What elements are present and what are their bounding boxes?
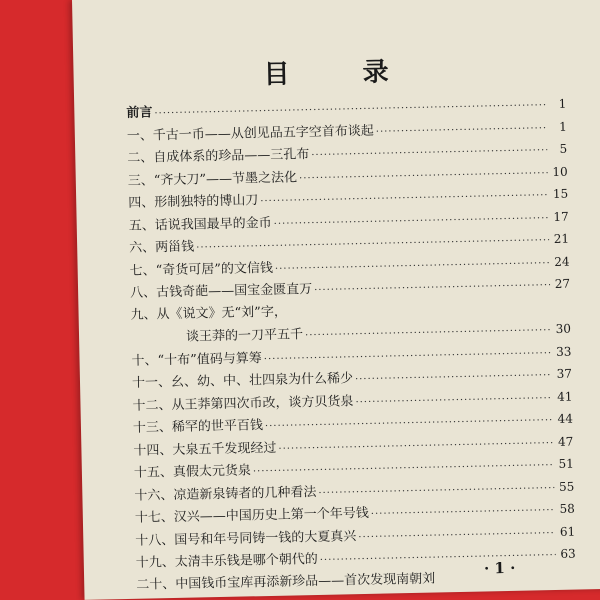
toc-page: 58 — [559, 501, 575, 516]
toc-page: 44 — [557, 411, 574, 426]
page-title: 目 录 — [263, 56, 421, 91]
toc-page: 33 — [556, 344, 572, 359]
toc-label: 二十、中国钱币宝库再添新珍品——首次发现南朝刘 — [136, 571, 436, 593]
toc-label: 谈王莽的一刀平五千 — [185, 327, 304, 345]
toc-label: 十一、幺、幼、中、壮四泉为什么稀少 — [131, 371, 354, 391]
page-number: · 1 · — [483, 558, 516, 578]
toc-page: 55 — [558, 479, 575, 494]
toc-label: 十八、国号和年号同铸一钱的大夏真兴 — [135, 528, 357, 549]
toc-label: 五、话说我国最早的金币 — [128, 215, 272, 234]
toc-page: 24 — [554, 254, 570, 269]
toc-label: 七、“奇货可居”的文信钱 — [129, 260, 274, 279]
toc-page: 63 — [560, 546, 576, 561]
toc-page: 30 — [555, 321, 572, 336]
toc-page: 10 — [552, 164, 568, 179]
toc-page: 21 — [553, 231, 570, 246]
toc-page: 17 — [553, 209, 569, 224]
toc-label: 九、从《说文》无“刘”字， — [130, 304, 288, 323]
toc-label: 十、“十布”值码与算筹 — [131, 350, 262, 369]
toc-page: 61 — [559, 524, 576, 539]
toc-page: 1 — [558, 96, 567, 111]
book-page — [72, 0, 600, 600]
toc-label: 十七、汉兴——中国历史上第一个年号钱 — [134, 505, 369, 526]
toc-page: 5 — [559, 141, 568, 156]
toc-label: 二、自成体系的珍品——三孔布 — [127, 147, 310, 166]
toc-page: 37 — [556, 366, 573, 381]
toc-label: 十六、凉造新泉铸者的几种看法 — [134, 484, 317, 504]
toc-label: 前言 — [126, 105, 153, 121]
table-of-contents — [126, 93, 576, 597]
toc-label: 六、两甾钱 — [129, 239, 195, 256]
toc-page: 1 — [558, 119, 567, 134]
toc-label: 十五、真假太元货泉 — [133, 463, 252, 481]
toc-label: 十二、从王莽第四次币改，谈方贝货泉 — [132, 393, 354, 414]
toc-label: 十九、太清丰乐钱是哪个朝代的 — [135, 551, 318, 571]
toc-page: 47 — [557, 434, 574, 449]
toc-label: 十三、稀罕的世平百钱 — [132, 418, 264, 436]
toc-label: 八、古钱奇葩——国宝金匮直万 — [129, 282, 313, 301]
toc-label: 十四、大泉五千发现经过 — [133, 440, 277, 459]
toc-page: 27 — [554, 276, 571, 291]
toc-label: 一、千古一币——从创见品五字空首布谈起 — [126, 123, 374, 144]
toc-page: 51 — [558, 456, 574, 471]
toc-page: 41 — [556, 389, 573, 404]
toc-page: 15 — [552, 186, 569, 201]
toc-label: 四、形制独特的博山刀 — [128, 193, 259, 211]
toc-label: 三、“齐大刀”——节墨之法化 — [127, 169, 298, 189]
bleed-through-text — [92, 0, 172, 20]
